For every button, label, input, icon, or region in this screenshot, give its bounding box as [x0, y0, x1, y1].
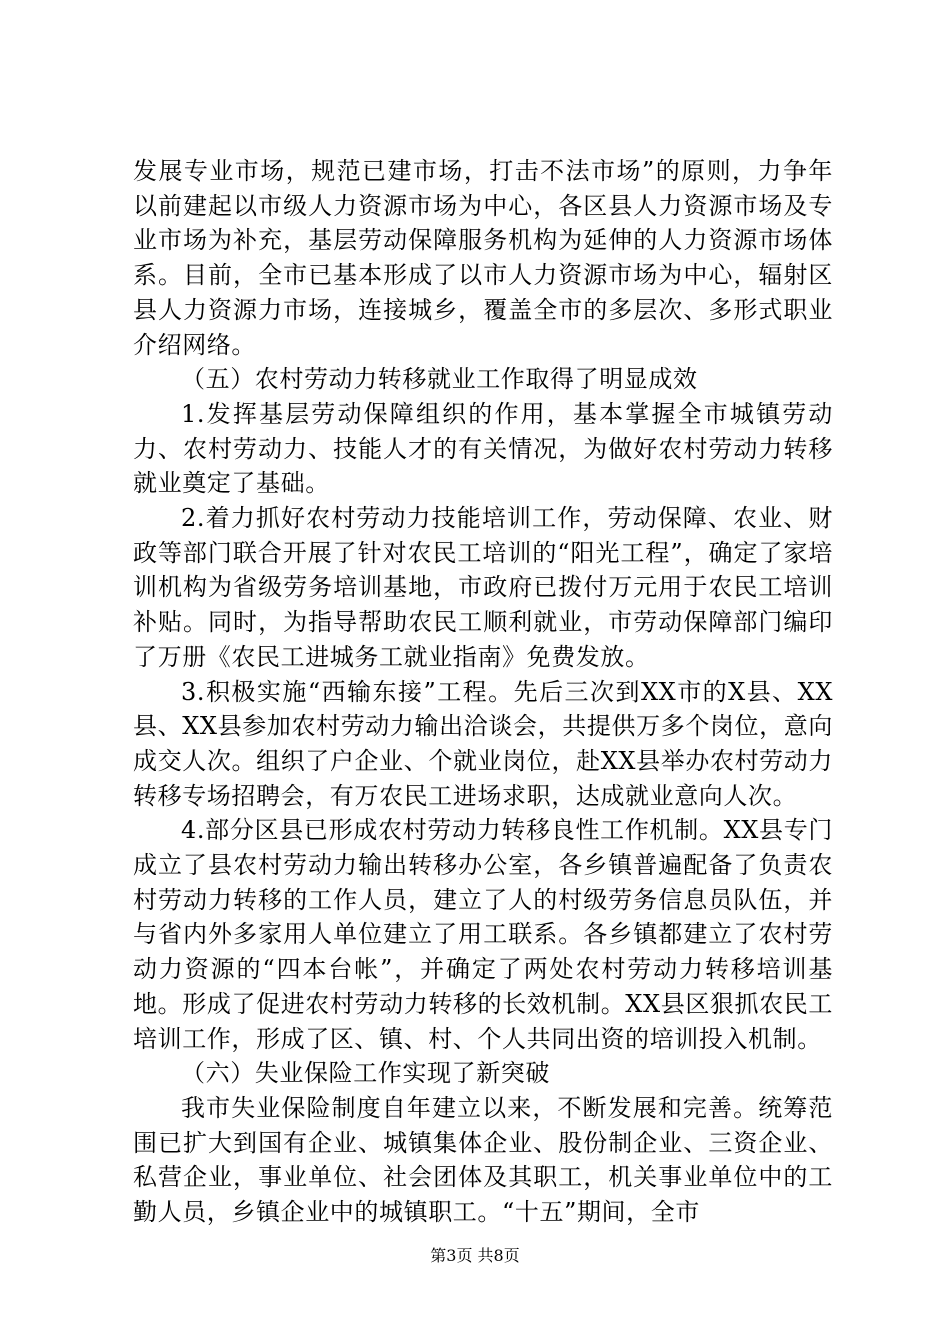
paragraph-item-1: 1.发挥基层劳动保障组织的作用，基本掌握全市城镇劳动力、农村劳动力、技能人才的有关情况，为做好农村劳动力转移就业奠定了基础。 — [133, 399, 833, 498]
paragraph-item-4: 4.部分区县已形成农村劳动力转移良性工作机制。XX县专门成立了县农村劳动力输出转移办公室，各乡镇普遍配备了负责农村劳动力转移的工作人员，建立了人的村级劳务信息员队伍，并与省内外多家用人单位建立了用工联系。各乡镇都建立了农村劳动力资源的“四本台帐”，并确定了两处农村劳动力转移培训基地。形成了促进农村劳动力转移的长效机制。XX县区狠抓农民工培训工作，形成了区、镇、村、个人共同出资的培训投入机制。 — [133, 816, 833, 1053]
paragraph-unemployment: 我市失业保险制度自年建立以来，不断发展和完善。统筹范围已扩大到国有企业、城镇集体企业、股份制企业、三资企业、私营企业，事业单位、社会团体及其职工，机关事业单位中的工勤人员，乡镇企业中的城镇职工。“十五”期间，全市 — [133, 1093, 833, 1227]
paragraph-1: 发展专业市场，规范已建市场，打击不法市场”的原则，力争年以前建起以市级人力资源市场为中心，各区县人力资源市场及专业市场为补充，基层劳动保障服务机构为延伸的人力资源市场体系。目前，全市已基本形成了以市人力资源市场为中心，辐射区县人力资源力市场，连接城乡，覆盖全市的多层次、多形式职业介绍网络。 — [133, 157, 833, 359]
section-heading-6: （六）失业保险工作实现了新突破 — [181, 1059, 550, 1088]
page-footer: 第3页 共8页 — [430, 1246, 520, 1265]
paragraph-item-3: 3.积极实施“西输东接”工程。先后三次到XX市的X县、XX县、XX县参加农村劳动力输出洽谈会，共提供万多个岗位，意向成交人次。组织了户企业、个就业岗位，赴XX县举办农村劳动力转移专场招聘会，有万农民工进场求职，达成就业意向人次。 — [133, 677, 833, 810]
paragraph-item-2: 2.着力抓好农村劳动力技能培训工作，劳动保障、农业、财政等部门联合开展了针对农民工培训的“阳光工程”，确定了家培训机构为省级劳务培训基地，市政府已拨付万元用于农民工培训补贴。同时，为指导帮助农民工顺利就业，市劳动保障部门编印了万册《农民工进城务工就业指南》免费发放。 — [133, 504, 833, 671]
body-text — [133, 154, 833, 1230]
section-heading-5: （五）农村劳动力转移就业工作取得了明显成效 — [181, 365, 698, 394]
